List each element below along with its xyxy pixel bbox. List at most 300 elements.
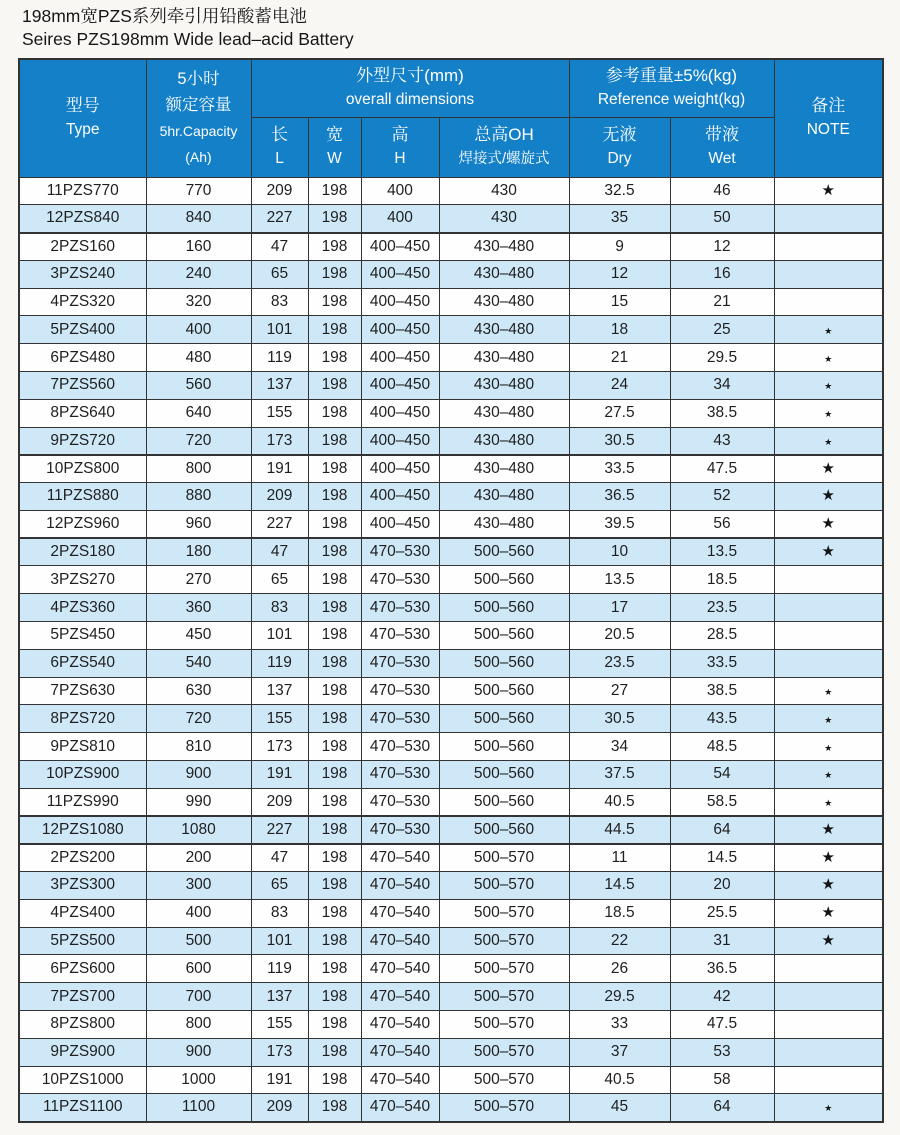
cell-height: 470–530	[361, 677, 439, 705]
cell-overall-height: 500–570	[439, 844, 569, 872]
cell-width: 198	[308, 733, 361, 761]
table-row	[19, 705, 883, 733]
cell-dry-weight: 39.5	[569, 510, 670, 538]
cell-width: 198	[308, 399, 361, 427]
table-row	[19, 733, 883, 761]
cell-wet-weight: 48.5	[670, 733, 774, 761]
cell-overall-height: 500–560	[439, 733, 569, 761]
cell-overall-height: 500–560	[439, 538, 569, 566]
cell-capacity: 180	[146, 538, 251, 566]
header-dimensions-zh: 外型尺寸(mm)	[356, 66, 464, 86]
cell-height: 400–450	[361, 455, 439, 483]
cell-capacity: 900	[146, 760, 251, 788]
cell-dry-weight: 23.5	[569, 649, 670, 677]
cell-length: 209	[251, 483, 308, 511]
cell-type: 10PZS900	[19, 760, 146, 788]
table-row	[19, 1038, 883, 1066]
header-width-en: W	[327, 150, 342, 167]
cell-width: 198	[308, 1094, 361, 1122]
cell-type: 2PZS200	[19, 844, 146, 872]
cell-note	[774, 1010, 883, 1038]
cell-type: 3PZS240	[19, 260, 146, 288]
cell-note	[774, 288, 883, 316]
cell-width: 198	[308, 177, 361, 205]
cell-dry-weight: 36.5	[569, 483, 670, 511]
header-capacity	[146, 59, 251, 177]
cell-note	[774, 677, 883, 705]
header-length-zh: 长	[271, 125, 288, 144]
cell-type: 11PZS880	[19, 483, 146, 511]
header-note-en: NOTE	[806, 121, 850, 139]
cell-note	[774, 594, 883, 622]
cell-note	[774, 260, 883, 288]
header-height-en: H	[394, 150, 406, 167]
cell-length: 47	[251, 538, 308, 566]
cell-dry-weight: 33	[569, 1010, 670, 1038]
cell-dry-weight: 40.5	[569, 788, 670, 816]
table-row	[19, 1066, 883, 1094]
header-dry-en: Dry	[607, 150, 632, 167]
cell-note	[774, 1094, 883, 1122]
cell-type: 10PZS800	[19, 455, 146, 483]
cell-wet-weight: 64	[670, 816, 774, 844]
table-row	[19, 816, 883, 844]
cell-height: 400–450	[361, 233, 439, 261]
cell-length: 65	[251, 260, 308, 288]
table-row	[19, 510, 883, 538]
cell-height: 400–450	[361, 260, 439, 288]
cell-height: 400–450	[361, 483, 439, 511]
header-type-zh: 型号	[65, 96, 100, 116]
cell-height: 400	[361, 177, 439, 205]
cell-capacity: 810	[146, 733, 251, 761]
cell-wet-weight: 54	[670, 760, 774, 788]
cell-note	[774, 983, 883, 1011]
cell-wet-weight: 56	[670, 510, 774, 538]
cell-note	[774, 455, 883, 483]
cell-dry-weight: 34	[569, 733, 670, 761]
cell-dry-weight: 27	[569, 677, 670, 705]
cell-length: 119	[251, 955, 308, 983]
header-dry-zh: 无液	[602, 125, 637, 144]
cell-height: 400	[361, 205, 439, 233]
cell-overall-height: 500–560	[439, 566, 569, 594]
cell-note	[774, 177, 883, 205]
header-dimensions-group	[251, 59, 569, 117]
cell-dry-weight: 12	[569, 260, 670, 288]
cell-wet-weight: 38.5	[670, 677, 774, 705]
note-star-large-icon: ★	[821, 543, 835, 561]
cell-wet-weight: 23.5	[670, 594, 774, 622]
cell-type: 5PZS400	[19, 316, 146, 344]
table-row	[19, 983, 883, 1011]
cell-note	[774, 955, 883, 983]
cell-note	[774, 622, 883, 650]
table-row	[19, 955, 883, 983]
cell-note	[774, 927, 883, 955]
cell-length: 191	[251, 1066, 308, 1094]
header-dimensions-en: overall dimensions	[345, 91, 475, 109]
cell-overall-height: 430	[439, 177, 569, 205]
cell-wet-weight: 25.5	[670, 899, 774, 927]
cell-dry-weight: 10	[569, 538, 670, 566]
table-row	[19, 622, 883, 650]
table-row	[19, 177, 883, 205]
cell-note	[774, 844, 883, 872]
header-capacity-line3: 5hr.Capacity	[159, 123, 238, 140]
cell-capacity: 200	[146, 844, 251, 872]
cell-type: 9PZS810	[19, 733, 146, 761]
cell-type: 12PZS1080	[19, 816, 146, 844]
cell-overall-height: 430–480	[439, 427, 569, 455]
cell-overall-height: 430–480	[439, 344, 569, 372]
cell-dry-weight: 45	[569, 1094, 670, 1122]
cell-height: 400–450	[361, 344, 439, 372]
cell-dry-weight: 17	[569, 594, 670, 622]
table-row	[19, 316, 883, 344]
cell-dry-weight: 29.5	[569, 983, 670, 1011]
cell-capacity: 560	[146, 371, 251, 399]
note-star-small-icon: ★	[824, 714, 833, 725]
cell-overall-height: 430–480	[439, 233, 569, 261]
table-header	[19, 59, 883, 177]
header-length	[251, 117, 308, 177]
cell-dry-weight: 15	[569, 288, 670, 316]
cell-length: 83	[251, 899, 308, 927]
cell-length: 155	[251, 705, 308, 733]
header-length-en: L	[275, 150, 284, 167]
cell-type: 2PZS160	[19, 233, 146, 261]
header-type-en: Type	[65, 121, 100, 139]
cell-width: 198	[308, 705, 361, 733]
cell-overall-height: 500–570	[439, 872, 569, 900]
cell-capacity: 900	[146, 1038, 251, 1066]
cell-dry-weight: 30.5	[569, 705, 670, 733]
table-row	[19, 1010, 883, 1038]
note-star-large-icon: ★	[821, 820, 835, 838]
cell-overall-height: 500–560	[439, 649, 569, 677]
cell-capacity: 320	[146, 288, 251, 316]
cell-note	[774, 371, 883, 399]
cell-height: 400–450	[361, 427, 439, 455]
cell-dry-weight: 33.5	[569, 455, 670, 483]
cell-dry-weight: 30.5	[569, 427, 670, 455]
cell-wet-weight: 64	[670, 1094, 774, 1122]
table-row	[19, 205, 883, 233]
table-row	[19, 649, 883, 677]
cell-overall-height: 500–570	[439, 927, 569, 955]
cell-overall-height: 500–560	[439, 594, 569, 622]
cell-wet-weight: 25	[670, 316, 774, 344]
cell-note	[774, 399, 883, 427]
cell-dry-weight: 40.5	[569, 1066, 670, 1094]
cell-note	[774, 649, 883, 677]
cell-type: 4PZS320	[19, 288, 146, 316]
note-star-small-icon: ★	[824, 686, 833, 697]
cell-width: 198	[308, 927, 361, 955]
table-row	[19, 677, 883, 705]
cell-width: 198	[308, 455, 361, 483]
table-row	[19, 788, 883, 816]
note-star-small-icon: ★	[824, 436, 833, 447]
table-row	[19, 566, 883, 594]
table-row	[19, 1094, 883, 1122]
cell-type: 5PZS450	[19, 622, 146, 650]
cell-overall-height: 500–570	[439, 1038, 569, 1066]
header-wet-en: Wet	[708, 150, 736, 167]
cell-length: 119	[251, 649, 308, 677]
note-star-large-icon: ★	[821, 181, 835, 199]
cell-type: 12PZS960	[19, 510, 146, 538]
table-row	[19, 399, 883, 427]
cell-width: 198	[308, 566, 361, 594]
cell-height: 470–530	[361, 705, 439, 733]
cell-length: 47	[251, 233, 308, 261]
table-row	[19, 344, 883, 372]
cell-wet-weight: 18.5	[670, 566, 774, 594]
cell-note	[774, 483, 883, 511]
cell-width: 198	[308, 594, 361, 622]
cell-note	[774, 233, 883, 261]
cell-type: 2PZS180	[19, 538, 146, 566]
cell-type: 11PZS990	[19, 788, 146, 816]
table-row	[19, 844, 883, 872]
header-weight-group	[569, 59, 774, 117]
cell-width: 198	[308, 622, 361, 650]
cell-dry-weight: 24	[569, 371, 670, 399]
cell-capacity: 600	[146, 955, 251, 983]
cell-length: 101	[251, 927, 308, 955]
cell-width: 198	[308, 899, 361, 927]
cell-dry-weight: 26	[569, 955, 670, 983]
cell-wet-weight: 13.5	[670, 538, 774, 566]
cell-height: 470–530	[361, 622, 439, 650]
cell-overall-height: 430–480	[439, 260, 569, 288]
cell-wet-weight: 47.5	[670, 1010, 774, 1038]
title-line-zh: 198mm宽PZS系列牵引用铅酸蓄电池	[22, 6, 307, 26]
cell-capacity: 360	[146, 594, 251, 622]
cell-height: 470–530	[361, 566, 439, 594]
cell-capacity: 960	[146, 510, 251, 538]
cell-type: 3PZS270	[19, 566, 146, 594]
cell-overall-height: 500–560	[439, 816, 569, 844]
header-capacity-line1: 5小时	[177, 70, 220, 89]
cell-length: 209	[251, 177, 308, 205]
header-weight-en: Reference weight(kg)	[597, 91, 746, 109]
cell-width: 198	[308, 844, 361, 872]
cell-wet-weight: 58.5	[670, 788, 774, 816]
cell-width: 198	[308, 649, 361, 677]
cell-wet-weight: 33.5	[670, 649, 774, 677]
cell-capacity: 800	[146, 455, 251, 483]
cell-capacity: 840	[146, 205, 251, 233]
cell-note	[774, 872, 883, 900]
note-star-large-icon: ★	[821, 904, 835, 922]
cell-width: 198	[308, 983, 361, 1011]
cell-capacity: 770	[146, 177, 251, 205]
header-width	[308, 117, 361, 177]
note-star-small-icon: ★	[824, 770, 833, 781]
cell-capacity: 400	[146, 316, 251, 344]
cell-note	[774, 427, 883, 455]
cell-width: 198	[308, 760, 361, 788]
cell-length: 155	[251, 1010, 308, 1038]
cell-dry-weight: 35	[569, 205, 670, 233]
cell-length: 173	[251, 733, 308, 761]
cell-capacity: 480	[146, 344, 251, 372]
cell-overall-height: 430–480	[439, 510, 569, 538]
table-body	[19, 177, 883, 1122]
cell-wet-weight: 50	[670, 205, 774, 233]
cell-overall-height: 430–480	[439, 371, 569, 399]
cell-overall-height: 430–480	[439, 455, 569, 483]
cell-height: 470–530	[361, 733, 439, 761]
cell-height: 400–450	[361, 288, 439, 316]
cell-width: 198	[308, 427, 361, 455]
cell-wet-weight: 47.5	[670, 455, 774, 483]
cell-width: 198	[308, 677, 361, 705]
cell-type: 4PZS400	[19, 899, 146, 927]
cell-dry-weight: 13.5	[569, 566, 670, 594]
cell-width: 198	[308, 316, 361, 344]
cell-dry-weight: 18	[569, 316, 670, 344]
cell-length: 137	[251, 983, 308, 1011]
cell-length: 47	[251, 844, 308, 872]
header-type	[19, 59, 146, 177]
note-star-small-icon: ★	[824, 1103, 833, 1114]
cell-width: 198	[308, 205, 361, 233]
table-row	[19, 233, 883, 261]
header-dry	[569, 117, 670, 177]
cell-width: 198	[308, 816, 361, 844]
cell-width: 198	[308, 1038, 361, 1066]
cell-height: 470–530	[361, 594, 439, 622]
cell-height: 470–540	[361, 1066, 439, 1094]
cell-dry-weight: 37	[569, 1038, 670, 1066]
cell-capacity: 400	[146, 899, 251, 927]
cell-capacity: 160	[146, 233, 251, 261]
cell-wet-weight: 28.5	[670, 622, 774, 650]
cell-wet-weight: 43.5	[670, 705, 774, 733]
battery-spec-table	[18, 58, 884, 1123]
header-height	[361, 117, 439, 177]
cell-overall-height: 500–570	[439, 1066, 569, 1094]
cell-type: 7PZS560	[19, 371, 146, 399]
cell-capacity: 640	[146, 399, 251, 427]
cell-note	[774, 538, 883, 566]
cell-length: 209	[251, 788, 308, 816]
cell-note	[774, 510, 883, 538]
note-star-small-icon: ★	[824, 797, 833, 808]
cell-width: 198	[308, 872, 361, 900]
cell-capacity: 540	[146, 649, 251, 677]
cell-wet-weight: 20	[670, 872, 774, 900]
cell-capacity: 720	[146, 705, 251, 733]
cell-overall-height: 500–560	[439, 705, 569, 733]
cell-height: 470–540	[361, 955, 439, 983]
note-star-large-icon: ★	[821, 515, 835, 533]
cell-length: 227	[251, 205, 308, 233]
header-wet-zh: 带液	[705, 125, 739, 144]
cell-wet-weight: 58	[670, 1066, 774, 1094]
cell-wet-weight: 31	[670, 927, 774, 955]
table-row	[19, 538, 883, 566]
cell-note	[774, 899, 883, 927]
cell-type: 8PZS720	[19, 705, 146, 733]
cell-capacity: 990	[146, 788, 251, 816]
header-overall-height-sub: 焊接式/螺旋式	[458, 151, 550, 167]
header-overall-height-zh: 总高OH	[474, 125, 534, 144]
cell-overall-height: 500–570	[439, 955, 569, 983]
note-star-large-icon: ★	[821, 487, 835, 505]
cell-overall-height: 500–560	[439, 760, 569, 788]
cell-length: 65	[251, 872, 308, 900]
table-row	[19, 455, 883, 483]
cell-type: 9PZS900	[19, 1038, 146, 1066]
cell-note	[774, 760, 883, 788]
cell-height: 470–530	[361, 760, 439, 788]
cell-overall-height: 500–560	[439, 677, 569, 705]
cell-overall-height: 500–570	[439, 1010, 569, 1038]
cell-height: 400–450	[361, 510, 439, 538]
cell-height: 400–450	[361, 316, 439, 344]
cell-dry-weight: 9	[569, 233, 670, 261]
cell-capacity: 450	[146, 622, 251, 650]
cell-wet-weight: 38.5	[670, 399, 774, 427]
cell-length: 155	[251, 399, 308, 427]
cell-height: 470–540	[361, 1010, 439, 1038]
cell-height: 470–540	[361, 899, 439, 927]
cell-height: 470–540	[361, 844, 439, 872]
cell-width: 198	[308, 233, 361, 261]
cell-length: 137	[251, 371, 308, 399]
cell-capacity: 800	[146, 1010, 251, 1038]
header-wet	[670, 117, 774, 177]
header-note	[774, 59, 883, 177]
table-row	[19, 427, 883, 455]
cell-note	[774, 1038, 883, 1066]
note-star-small-icon: ★	[824, 409, 833, 420]
cell-dry-weight: 18.5	[569, 899, 670, 927]
cell-wet-weight: 53	[670, 1038, 774, 1066]
cell-length: 227	[251, 816, 308, 844]
cell-note	[774, 816, 883, 844]
cell-height: 470–530	[361, 538, 439, 566]
cell-height: 470–540	[361, 872, 439, 900]
cell-capacity: 500	[146, 927, 251, 955]
note-star-large-icon: ★	[821, 876, 835, 894]
cell-width: 198	[308, 1066, 361, 1094]
cell-length: 137	[251, 677, 308, 705]
header-height-zh: 高	[391, 125, 409, 144]
cell-note	[774, 1066, 883, 1094]
table-row	[19, 899, 883, 927]
note-star-small-icon: ★	[824, 742, 833, 753]
header-capacity-line2: 额定容量	[165, 96, 232, 115]
cell-overall-height: 430	[439, 205, 569, 233]
cell-length: 209	[251, 1094, 308, 1122]
table-row	[19, 594, 883, 622]
cell-length: 119	[251, 344, 308, 372]
cell-width: 198	[308, 483, 361, 511]
cell-length: 227	[251, 510, 308, 538]
cell-width: 198	[308, 955, 361, 983]
header-overall-height	[439, 117, 569, 177]
cell-wet-weight: 46	[670, 177, 774, 205]
cell-height: 470–530	[361, 816, 439, 844]
cell-length: 101	[251, 622, 308, 650]
cell-type: 12PZS840	[19, 205, 146, 233]
